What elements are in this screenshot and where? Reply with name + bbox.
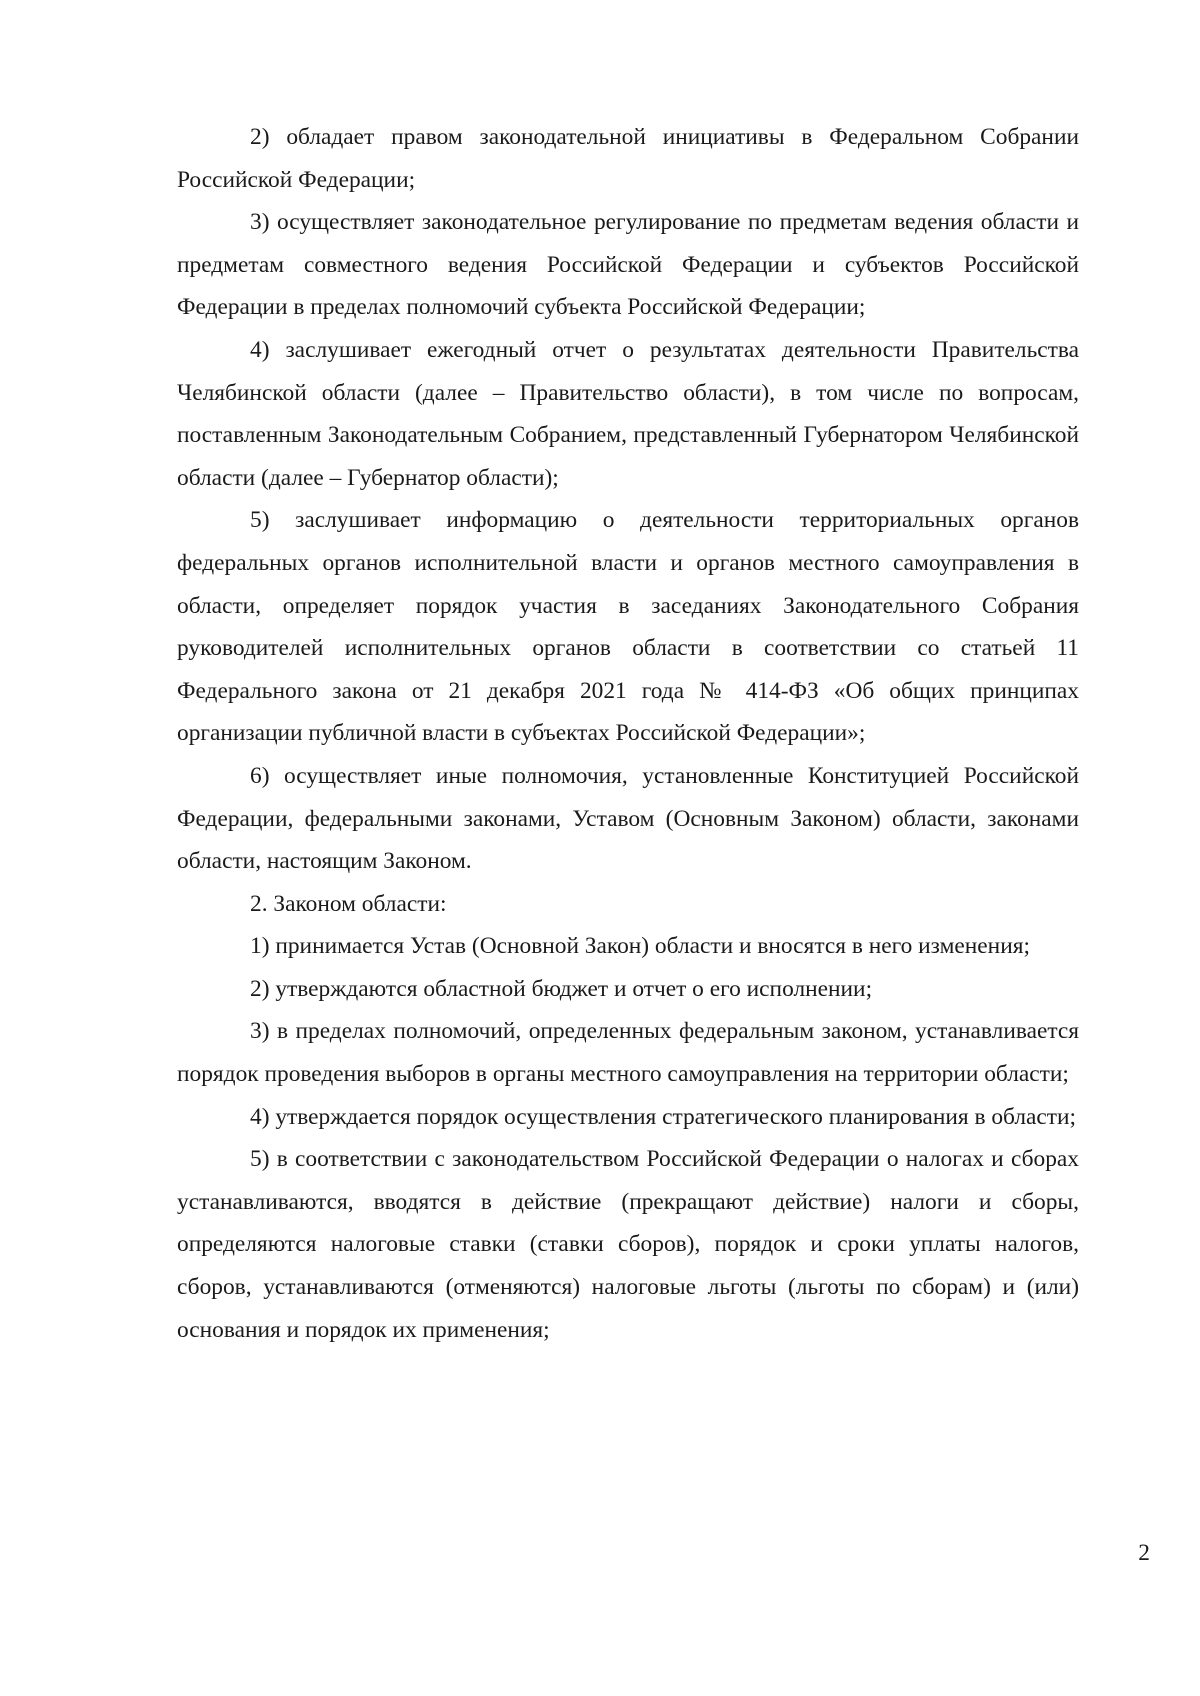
- paragraph-item-5-information-hearing: 5) заслушивает информацию о деятельности территориальных органов федеральных органов исполнительной власти и органов местного самоуправления в области, определяет порядок участия в заседаниях Законодательного Собрания руководителей исполнительных органов области в соответствии со статьей 11 Федерального закона от 21 декабря 2021 года № 414-ФЗ «Об общих принципах организации публичной власти в субъектах Российской Федерации»;: [177, 507, 1079, 747]
- paragraph-item-6-other-powers: 6) осуществляет иные полномочия, установленные Конституцией Российской Федерации, федеральными законами, Уставом (Основным Законом) области, законами области, настоящим Законом.: [177, 762, 1079, 875]
- paragraph-item-2-legislative-initiative: 2) обладает правом законодательной инициативы в Федеральном Собрании Российской Федерации;: [177, 124, 1079, 193]
- paragraph-item-3-legislative-regulation: 3) осуществляет законодательное регулирование по предметам ведения области и предметам совместного ведения Российской Федерации и субъектов Российской Федерации в пределах полномочий субъекта Российской Федерации;: [177, 209, 1079, 321]
- page-number: 2: [1138, 1540, 1150, 1566]
- paragraph-item-2-budget: 2) утверждаются областной бюджет и отчет о его исполнении;: [250, 975, 873, 1002]
- paragraph-item-4-strategic-planning: 4) утверждается порядок осуществления стратегического планирования в области;: [250, 1103, 1077, 1130]
- document-body: [177, 116, 1079, 1351]
- paragraph-item-3-elections: 3) в пределах полномочий, определенных федеральным законом, устанавливается порядок проведения выборов в органы местного самоуправления на территории области;: [177, 1018, 1079, 1088]
- paragraph-section-2-heading: 2. Законом области:: [250, 890, 447, 917]
- paragraph-item-1-charter: 1) принимается Устав (Основной Закон) области и вносятся в него изменения;: [250, 933, 1030, 960]
- paragraph-item-5-taxes: 5) в соответствии с законодательством Российской Федерации о налогах и сборах устанавливаются, вводятся в действие (прекращают действие) налоги и сборы, определяются налоговые ставки (ставки сборов), порядок и сроки уплаты налогов, сборов, устанавливаются (отменяются) налоговые льготы (льготы по сборам) и (или) основания и порядок их применения;: [177, 1146, 1079, 1343]
- paragraph-item-4-annual-report: 4) заслушивает ежегодный отчет о результатах деятельности Правительства Челябинской области (далее – Правительство области), в том числе по вопросам, поставленным Законодательным Собранием, представленный Губернатором Челябинской области (далее – Губернатор области);: [177, 336, 1079, 491]
